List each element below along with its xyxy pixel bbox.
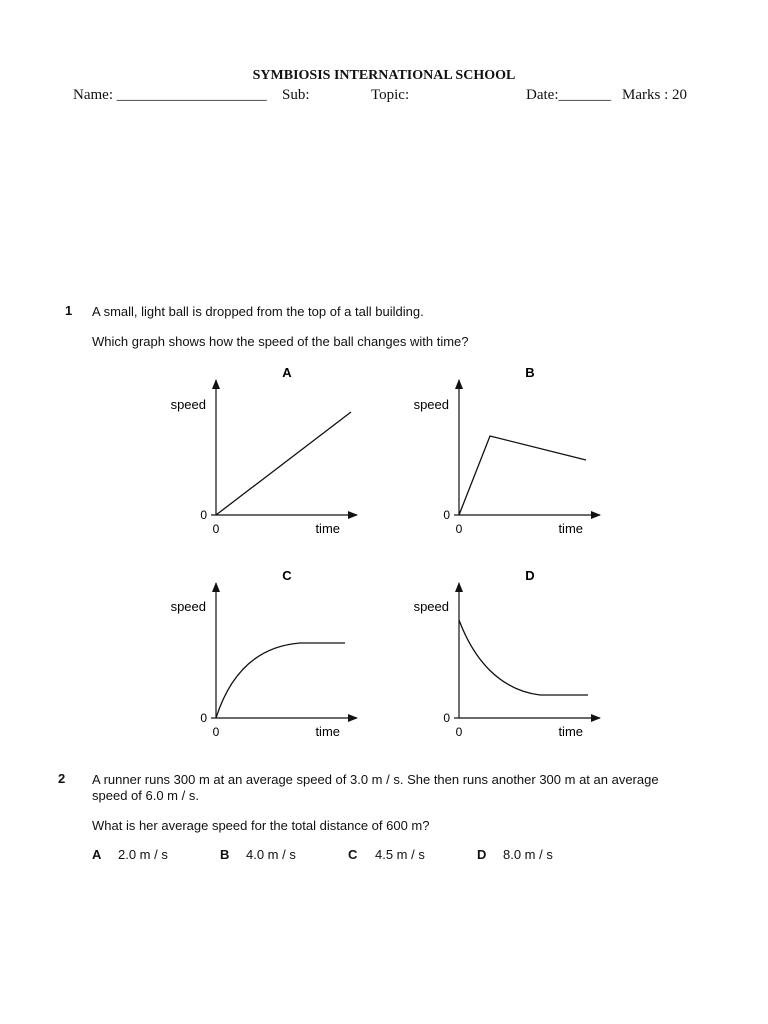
graph-b-x-origin: 0: [455, 522, 463, 536]
date-field-label: Date:_______: [526, 87, 611, 103]
graph-c-curve: [216, 643, 345, 718]
graph-b-x-label: time: [558, 521, 583, 536]
question-1-number: 1: [65, 303, 73, 318]
graph-c: [171, 568, 357, 739]
question-2-prompt: What is her average speed for the total distance of 600 m?: [92, 818, 430, 833]
graph-b-y-label: speed: [413, 397, 449, 412]
topic-field-label: Topic:: [371, 87, 410, 103]
graph-a: [171, 365, 357, 536]
option-a-text: 2.0 m / s: [118, 847, 168, 862]
question-1-prompt: Which graph shows how the speed of the ball changes with time?: [92, 334, 469, 349]
graph-c-x-label: time: [315, 724, 340, 739]
graph-a-x-label: time: [315, 521, 340, 536]
option-d-text: 8.0 m / s: [503, 847, 553, 862]
graph-c-letter: C: [282, 568, 292, 583]
graph-a-y-label: speed: [170, 397, 206, 412]
question-1-text: A small, light ball is dropped from the top of a tall building.: [92, 304, 424, 319]
graph-b: [414, 365, 600, 536]
graph-d-y-label: speed: [413, 599, 449, 614]
graph-d-x-origin: 0: [455, 725, 463, 739]
graph-a-curve: [216, 412, 351, 515]
question-2-number: 2: [58, 771, 66, 786]
graph-b-letter: B: [525, 365, 535, 380]
graph-d-letter: D: [525, 568, 535, 583]
graph-d: [414, 568, 600, 739]
marks-label: Marks : 20: [622, 87, 687, 103]
graph-d-x-label: time: [558, 724, 583, 739]
graph-c-y-origin: 0: [200, 711, 207, 725]
option-b-letter: B: [220, 847, 230, 862]
graph-d-y-origin: 0: [443, 711, 450, 725]
graph-a-y-origin: 0: [200, 508, 207, 522]
graph-c-y-label: speed: [170, 599, 206, 614]
graph-a-letter: A: [282, 365, 292, 380]
name-field-label: Name: ____________________: [73, 87, 267, 103]
option-c-text: 4.5 m / s: [375, 847, 425, 862]
question-2-text-line-2: speed of 6.0 m / s.: [92, 788, 199, 803]
school-title: SYMBIOSIS INTERNATIONAL SCHOOL: [252, 68, 516, 83]
option-b-text: 4.0 m / s: [246, 847, 296, 862]
graph-a-x-origin: 0: [212, 522, 220, 536]
graph-b-curve: [459, 436, 586, 515]
option-d-letter: D: [477, 847, 487, 862]
option-a-letter: A: [92, 847, 102, 862]
graph-d-curve: [459, 620, 588, 695]
graph-b-y-origin: 0: [443, 508, 450, 522]
subject-field-label: Sub:: [282, 87, 310, 103]
option-c-letter: C: [348, 847, 358, 862]
question-2-text-line-1: A runner runs 300 m at an average speed of 3.0 m / s. She then runs another 300 m at an average: [92, 772, 659, 787]
graph-c-x-origin: 0: [212, 725, 220, 739]
